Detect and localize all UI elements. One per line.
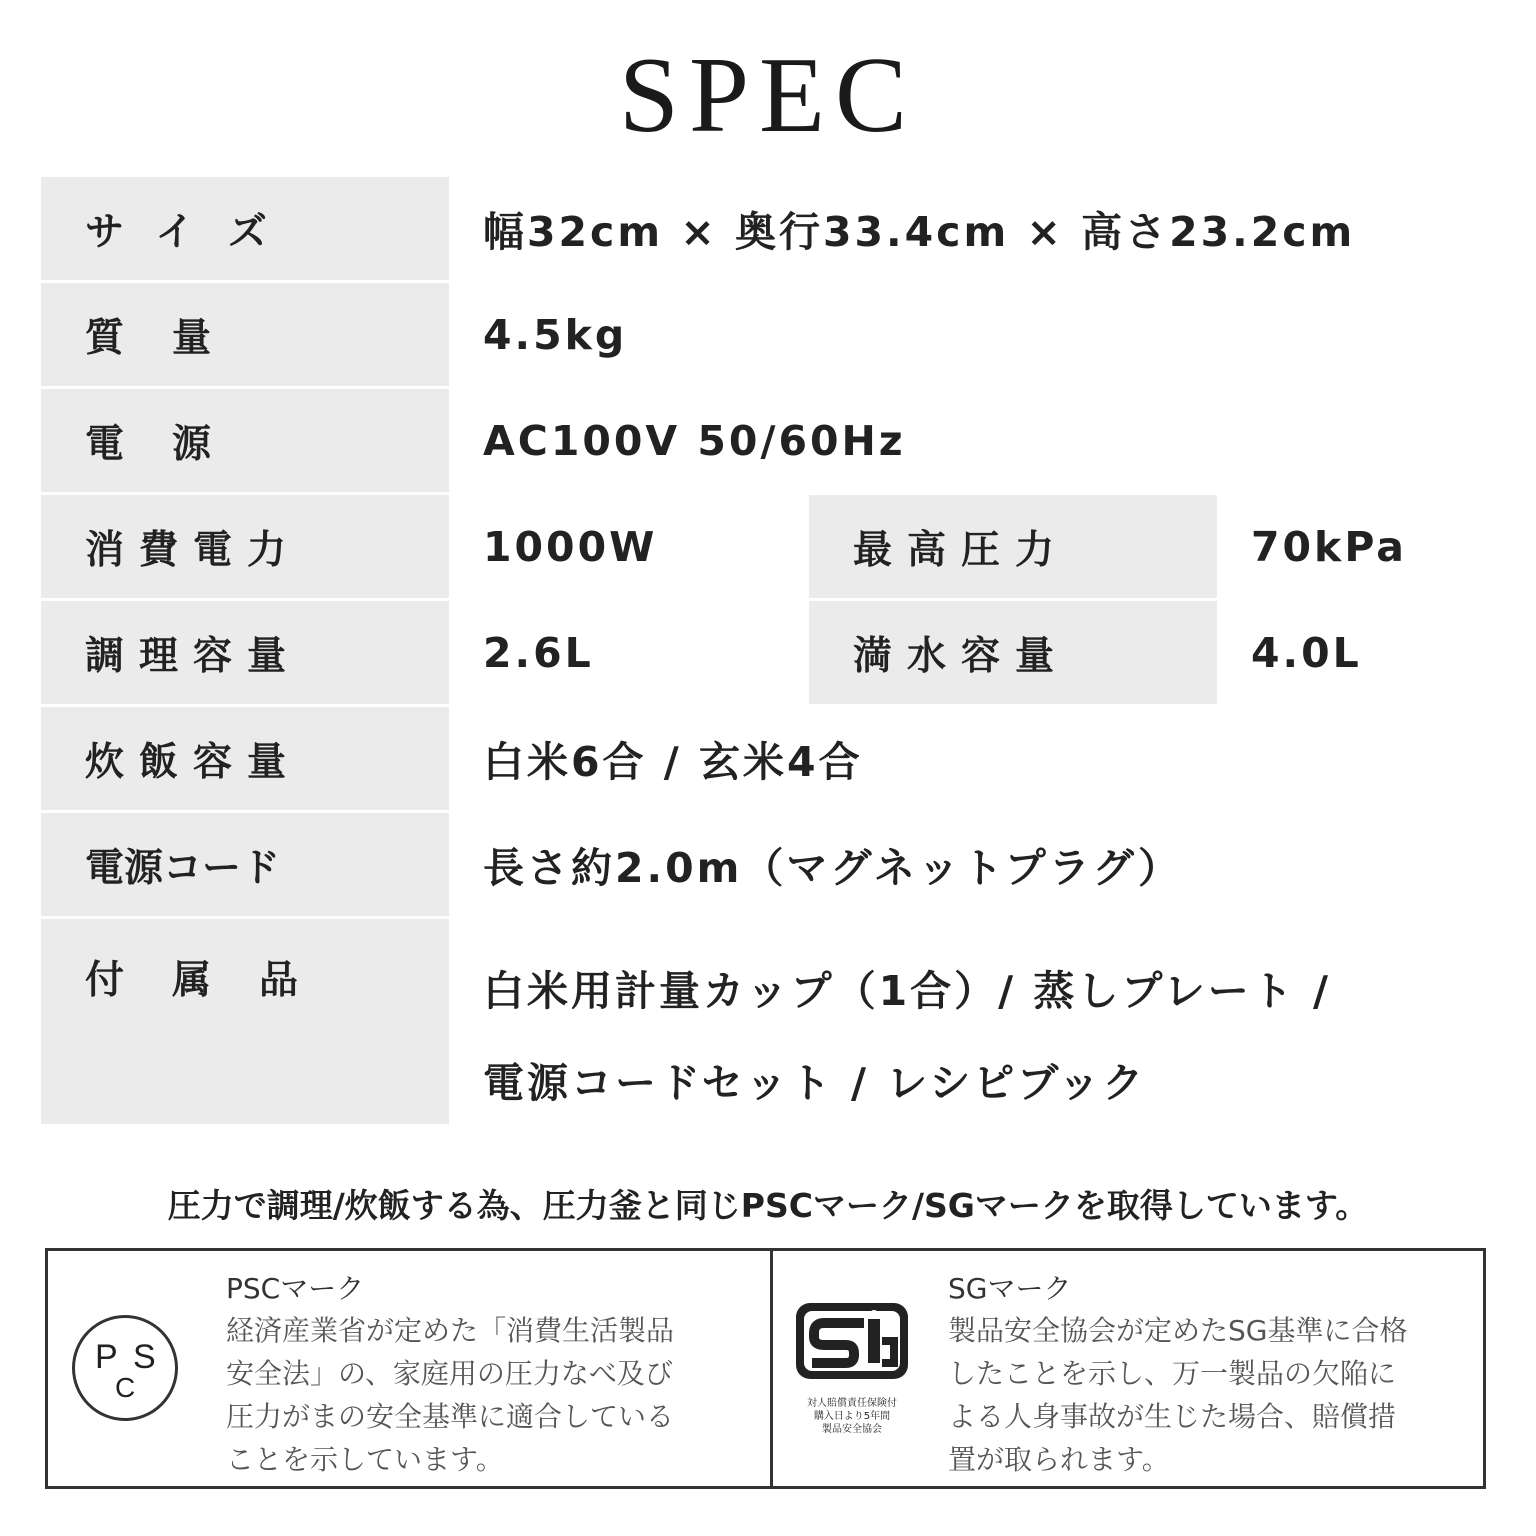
psc-description xyxy=(226,1309,746,1481)
spec-label: サイズ xyxy=(41,177,449,280)
sg-logo-caption: 製品安全協会 xyxy=(822,1424,882,1435)
spec-label: 電源 xyxy=(41,389,449,492)
spec-table xyxy=(41,177,1496,1127)
spec-row-power-source xyxy=(41,389,1496,492)
sg-description xyxy=(948,1309,1468,1481)
page-title: SPEC xyxy=(618,36,918,155)
spec-row-weight xyxy=(41,283,1496,386)
sg-heading: SGマーク xyxy=(948,1272,1072,1305)
spec-label: 質量 xyxy=(41,283,449,386)
spec-label: 消費電力 xyxy=(41,495,449,598)
spec-value: 白米6合 / 玄米4合 xyxy=(483,738,863,786)
spec-value: 長さ約2.0m（マグネットプラグ） xyxy=(483,844,1182,892)
psc-description-line: 経済産業省が定めた「消費生活製品 xyxy=(226,1314,675,1347)
psc-logo-letter: P xyxy=(95,1338,118,1376)
spec-value: 幅32cm × 奥行33.4cm × 高さ23.2cm xyxy=(483,208,1356,256)
spec-value xyxy=(483,945,1331,1129)
sg-logo-caption: 対人賠償責任保険付 xyxy=(807,1398,897,1409)
psc-description-line: ことを示しています。 xyxy=(226,1443,504,1476)
spec-row-accessories xyxy=(41,919,1496,1124)
spec-value: AC100V 50/60Hz xyxy=(483,416,906,465)
spec-row-cooking-capacity xyxy=(41,601,1496,704)
psc-logo-icon xyxy=(72,1315,178,1421)
spec-label: 付属品 xyxy=(41,919,449,1124)
certification-box xyxy=(45,1248,1486,1489)
sg-description-line: よる人身事故が生じた場合、賠償措 xyxy=(948,1400,1397,1433)
psc-heading: PSCマーク xyxy=(226,1272,365,1305)
sg-description-line: 製品安全協会が定めたSG基準に合格 xyxy=(948,1314,1408,1347)
spec-label: 満水容量 xyxy=(809,601,1217,704)
spec-row-power-consumption xyxy=(41,495,1496,598)
certification-note: 圧力で調理/炊飯する為、圧力釜と同じPSCマーク/SGマークを取得しています。 xyxy=(167,1186,1369,1225)
spec-value: 1000W xyxy=(483,522,658,571)
sg-logo-icon xyxy=(794,1301,910,1441)
sg-description-line: したことを示し、万一製品の欠陥に xyxy=(948,1357,1397,1390)
spec-value: 4.5kg xyxy=(483,310,628,359)
spec-row-size xyxy=(41,177,1496,280)
spec-label: 最高圧力 xyxy=(809,495,1217,598)
spec-label: 炊飯容量 xyxy=(41,707,449,810)
spec-label: 調理容量 xyxy=(41,601,449,704)
spec-value: 70kPa xyxy=(1251,522,1407,571)
spec-value: 2.6L xyxy=(483,628,594,677)
sg-description-line: 置が取られます。 xyxy=(948,1443,1170,1476)
spec-row-rice-capacity xyxy=(41,707,1496,810)
psc-logo-letter: S xyxy=(133,1338,156,1376)
spec-value-line: 白米用計量カップ（1合）/ 蒸しプレート / xyxy=(483,967,1331,1015)
psc-logo-letter: C xyxy=(115,1372,136,1403)
psc-description-line: 圧力がまの安全基準に適合している xyxy=(226,1400,675,1433)
psc-description-line: 安全法」の、家庭用の圧力なべ及び xyxy=(226,1357,673,1390)
sg-logo-caption: 購入日より5年間 xyxy=(813,1411,891,1422)
spec-value-line: 電源コードセット / レシピブック xyxy=(483,1059,1147,1107)
spec-label: 電源コード xyxy=(41,813,449,916)
divider xyxy=(770,1251,773,1486)
spec-row-power-cord xyxy=(41,813,1496,916)
spec-value: 4.0L xyxy=(1251,628,1362,677)
